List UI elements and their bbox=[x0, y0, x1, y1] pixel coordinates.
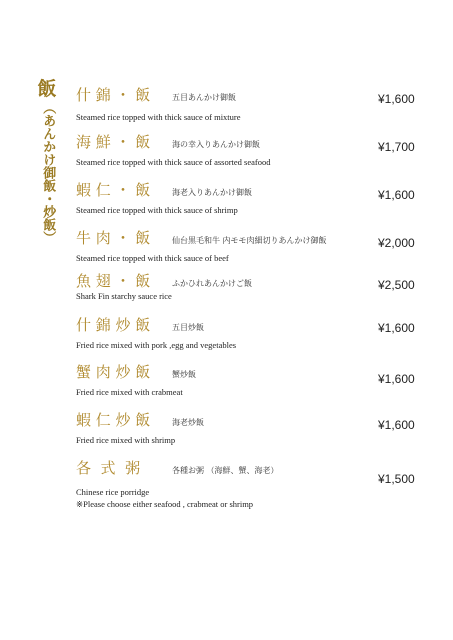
menu-item-price: ¥1,600 bbox=[378, 372, 415, 386]
menu-item bbox=[76, 361, 421, 397]
menu-item-japanese: 海の幸入りあんかけ御飯 bbox=[172, 140, 260, 149]
menu-item-japanese: 仙台黒毛和牛 内モモ肉細切りあんかけ御飯 bbox=[172, 236, 327, 245]
menu-item-name: 魚 翅 ・ 飯 bbox=[76, 272, 151, 290]
menu-item bbox=[76, 314, 421, 350]
menu-item bbox=[76, 84, 421, 122]
menu-item-english: Chinese rice porridge bbox=[76, 487, 150, 497]
menu-item-name: 牛 肉 ・ 飯 bbox=[76, 229, 151, 247]
menu-item-english: Steamed rice topped with thick sauce of mixture bbox=[76, 112, 241, 122]
menu-item-name: 各 式 粥 bbox=[76, 459, 141, 477]
menu-item-english: Fried rice mixed with pork ,egg and vegetables bbox=[76, 340, 237, 350]
menu-item-english: Fried rice mixed with crabmeat bbox=[76, 387, 183, 397]
menu-item-name: 海 鮮 ・ 飯 bbox=[76, 133, 151, 151]
menu-item-name: 什 錦 ・ 飯 bbox=[76, 86, 151, 104]
menu-item-price: ¥1,600 bbox=[378, 321, 415, 335]
menu-item-price: ¥1,600 bbox=[378, 418, 415, 432]
menu-item-english: Shark Fin starchy sauce rice bbox=[76, 291, 172, 301]
menu-item-name: 蟹 肉 炒 飯 bbox=[76, 363, 151, 381]
menu-item bbox=[76, 457, 421, 510]
menu-item-japanese: 五目炒飯 bbox=[172, 323, 204, 332]
menu-item-english: Steamed rice topped with thick sauce of assorted seafood bbox=[76, 157, 271, 167]
menu-item-english: Fried rice mixed with shrimp bbox=[76, 435, 176, 445]
menu-item-price: ¥1,500 bbox=[378, 472, 415, 486]
menu-item bbox=[76, 131, 421, 167]
menu-item bbox=[76, 270, 421, 301]
menu-item-japanese: 海老炒飯 bbox=[172, 418, 204, 427]
menu-item-price: ¥1,600 bbox=[378, 188, 415, 202]
menu-item-name: 蝦 仁 炒 飯 bbox=[76, 411, 151, 429]
menu-item-price: ¥1,600 bbox=[378, 92, 415, 106]
menu-item-japanese: ふかひれあんかけご飯 bbox=[172, 279, 252, 288]
menu-item-price: ¥1,700 bbox=[378, 140, 415, 154]
section-title-subtitle: （あんかけ御飯・炒飯） bbox=[40, 101, 56, 244]
menu-item bbox=[76, 409, 421, 445]
menu-item-japanese: 海老入りあんかけ御飯 bbox=[172, 188, 252, 197]
menu-item-english: Steamed rice topped with thick sauce of shrimp bbox=[76, 205, 238, 215]
menu-item bbox=[76, 179, 421, 215]
menu-item-note: ※Please choose either seafood , crabmeat or shrimp bbox=[76, 499, 254, 509]
section-title-main: 飯 bbox=[37, 78, 57, 100]
menu-item-japanese: 五目あんかけ御飯 bbox=[172, 93, 236, 102]
menu-item-name: 蝦 仁 ・ 飯 bbox=[76, 181, 151, 199]
menu-item-english: Steamed rice topped with thick sauce of beef bbox=[76, 253, 229, 263]
menu-item-price: ¥2,000 bbox=[378, 236, 415, 250]
menu-item bbox=[76, 227, 421, 263]
menu-item-japanese: 各種お粥 （海鮮、蟹、海老） bbox=[172, 466, 279, 475]
menu-item-japanese: 蟹炒飯 bbox=[172, 370, 196, 379]
menu-item-name: 什 錦 炒 飯 bbox=[76, 316, 151, 334]
menu-item-price: ¥2,500 bbox=[378, 278, 415, 292]
